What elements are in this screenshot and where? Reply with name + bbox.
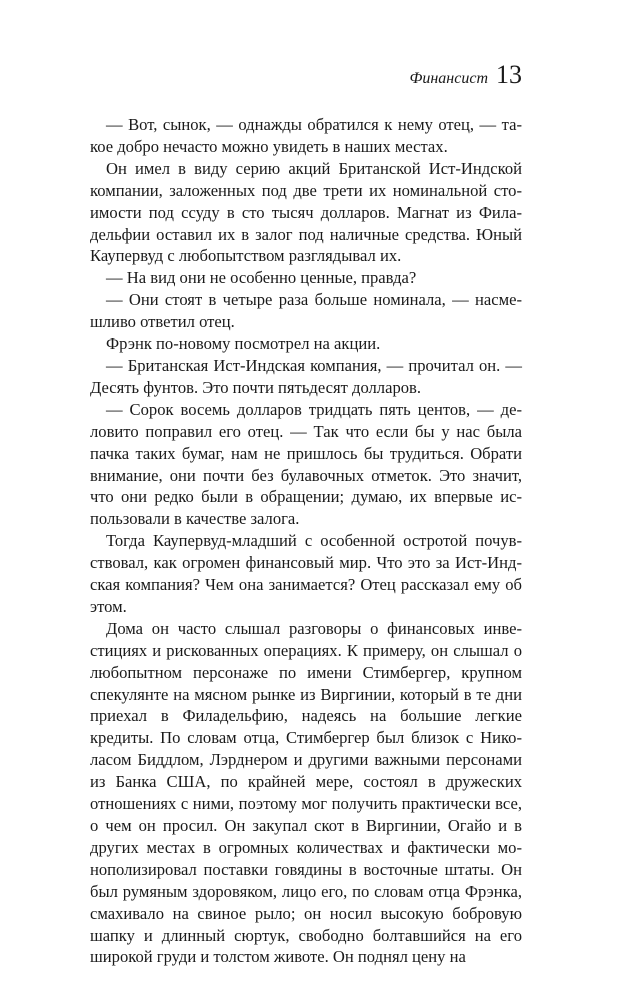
book-title: Финансист [409,70,488,87]
running-head [90,62,522,102]
paragraph: Он имел в виду серию акций Британской Ист-Индской компании, заложенных под две трети их номинальной стоимости под ссуду в сто тысяч долларов. Магнат из Филадельфии оставил их в залог под наличные средства. Юный Каупервуд с любопытством разглядывал их. [90,158,522,266]
paragraph: Тогда Каупервуд-младший с особенной остротой почувствовал, как огромен финансовый мир. Что это за Ист-Индская компания? Чем она занимается? Отец рассказал ему об этом. [90,531,522,616]
book-page [90,62,522,968]
paragraph: — Вот, сынок, — однажды обратился к нему отец, — такое добро нечасто можно увидеть в наших местах. [90,115,522,156]
paragraph: Фрэнк по-новому посмотрел на акции. [106,334,381,354]
paragraph: — Сорок восемь долларов тридцать пять центов, — деловито поправил его отец. — Так что если бы у нас была пачка таких бумаг, нам не пришлось бы трудиться. Обрати внимание, они почти без булавочных отметок. Это значит, что они редко были в обращении; думаю, их впервые использовали в качестве залога. [90,399,522,529]
paragraph: — На вид они не особенно ценные, правда? [106,268,417,288]
paragraph: — Британская Ист-Индская компания, — прочитал он. — Десять фунтов. Это почти пятьдесят долларов. [90,355,522,397]
page-number: 13 [496,60,522,89]
paragraph: Дома он часто слышал разговоры о финансовых инвестициях и рискованных операциях. К примеру, он слышал о любопытном персонаже по имени Стимбергер, крупном спекулянте на мясном рынке из Виргинии, который в те дни приехал в Филадельфию, надеясь на большие легкие кредиты. По словам отца, Стимбергер был близок с Николасом Биддлом, Лэрднером и другими важными персонами из Банка США, по крайней мере, состоял в дружеских отношениях с ними, поэтому мог получить практически все, о чем он просил. Он закупал скот в Виргинии, Огайо и в других местах в огромных количествах и фактически монополизировал поставки говядины в восточные штаты. Он был румяным здоровяком, лицо его, по словам отца Фрэнка, смахивало на свиное рыло; он носил высокую бобровую шапку и длинный сюртук, свободно болтавшийся на его широкой груди и толстом животе. Он поднял цену на [90,618,522,967]
paragraph: — Они стоят в четыре раза больше номинала, — насмешливо ответил отец. [90,290,522,332]
body-text [90,114,522,968]
